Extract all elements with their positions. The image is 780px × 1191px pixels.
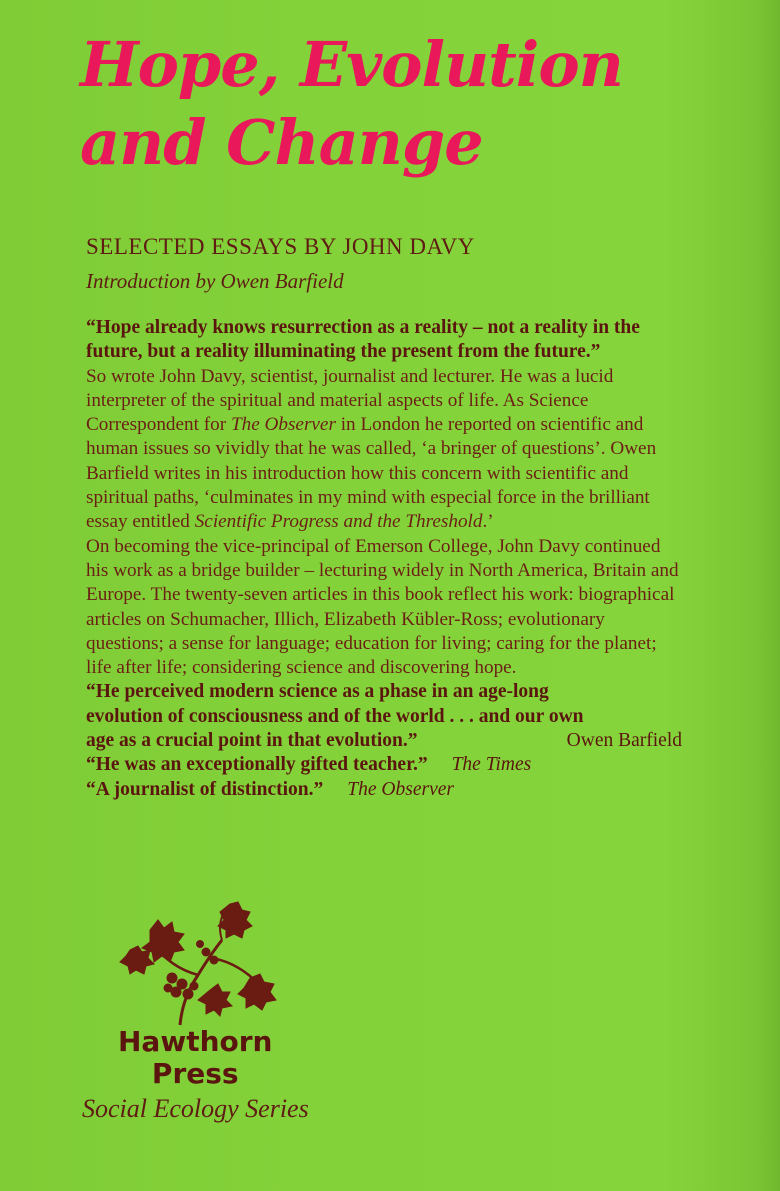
observer-source: The Observer — [347, 778, 454, 800]
observer-title: The Observer — [230, 414, 336, 436]
paragraph-1-text-b: in London he reported on scientific and human issues so vividly that he was called, ‘a bringer of questions’. Owen Barfield writes in his introduction how this concern with scientific and spiritual paths, ‘culminates in my mind with especial force in the brilliant essay entitled — [86, 414, 657, 533]
times-quote — [86, 753, 682, 777]
essay-title: Scientific Progress and the Threshold — [194, 511, 483, 533]
barfield-quote-line-2: evolution of consciousness and of the world . . . and our own — [86, 705, 584, 727]
barfield-quote-line-1: “He perceived modern science as a phase in an age-long — [86, 681, 549, 703]
barfield-quote-line-3 — [86, 729, 682, 753]
barfield-quote — [86, 680, 682, 753]
book-subtitle: SELECTED ESSAYS BY JOHN DAVY — [86, 234, 475, 259]
title-line-2: and Change — [80, 106, 483, 179]
barfield-attribution: Owen Barfield — [566, 730, 682, 752]
paragraph-1-text-a: So wrote John Davy, scientist, journalist and lecturer. He was a lucid interpreter of the spiritual and material aspects of life. As Science Correspondent for — [86, 365, 614, 436]
opening-quote: “Hope already knows resurrection as a reality – not a reality in the future, but a reality illuminating the present from the future.” — [86, 317, 640, 363]
times-quote-text: “He was an exceptionally gifted teacher.” — [86, 754, 428, 776]
paragraph-1-end: .’ — [482, 511, 494, 533]
observer-quote — [86, 778, 682, 802]
introduction-credit: Introduction by Owen Barfield — [86, 269, 344, 293]
description-paragraph-2: On becoming the vice-principal of Emerson College, John Davy continued his work as a bridge builder – lecturing widely in North America, Britain and Europe. The twenty-seven articles in this book reflect his work: biographical articles on Schumacher, Illich, Elizabeth Kübler-Ross; evolutionary questions; a sense for language; education for living; caring for the planet; life after life; considering science and discovering hope. — [86, 535, 679, 679]
series-name: Social Ecology Series — [82, 1094, 309, 1123]
publisher-line-1: Hawthorn — [118, 1025, 273, 1058]
description-paragraph-1 — [86, 365, 682, 535]
barfield-quote-line-3-text: age as a crucial point in that evolution.” — [86, 730, 418, 752]
title-line-1: Hope, Evolution — [80, 28, 623, 101]
hawthorn-sprig-icon — [110, 900, 290, 1030]
observer-quote-text: “A journalist of distinction.” — [86, 778, 324, 800]
blurb-text — [86, 316, 682, 802]
publisher-name — [118, 1026, 273, 1090]
book-title — [80, 26, 720, 182]
publisher-line-2: Press — [151, 1057, 239, 1090]
times-source: The Times — [451, 754, 532, 776]
